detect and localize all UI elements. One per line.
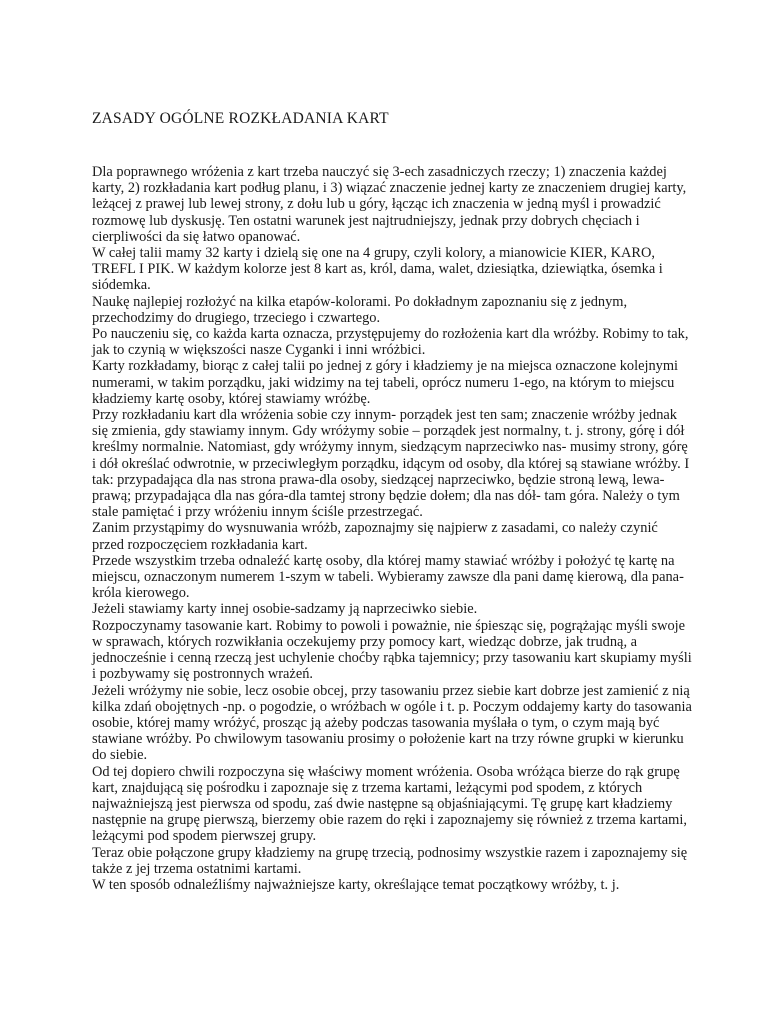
paragraph: Zanim przystąpimy do wysnuwania wróżb, zapoznajmy się najpierw z zasadami, co należy czynić przed rozpoczęciem rozkładania kart. [92, 520, 658, 553]
paragraph: Karty rozkładamy, biorąc z całej talii po jednej z góry i kładziemy je na miejsca oznaczone kolejnymi numerami, w takim porządku, jaki widzimy na tej tabeli, oprócz numeru 1-ego, na którym to miejscu kładziemy kartę osoby, której stawiamy wróżbę. [92, 358, 679, 407]
document-title: ZASADY OGÓLNE ROZKŁADANIA KART [92, 110, 389, 127]
paragraph: Po nauczeniu się, co każda karta oznacza, przystępujemy do rozłożenia kart dla wróżby. Robimy to tak, jak to czynią w większości nasze Cyganki i inni wróżbici. [92, 326, 689, 359]
document-body [92, 164, 692, 893]
paragraph: Jeżeli wróżymy nie sobie, lecz osobie obcej, przy tasowaniu przez siebie kart dobrze jest zamienić z nią kilka zdań obojętnych -np. o pogodzie, o wróżbach w ogóle i t. p. Poczym oddajemy karty do tasowania osobie, której mamy wróżyć, prosząc ją ażeby podczas tasowania myślała o tym, o czym mają być stawiane wróżby. Po chwilowym tasowaniu prosimy o położenie kart na trzy równe grupki w kierunku do siebie. [92, 682, 692, 764]
paragraph: Naukę najlepiej rozłożyć na kilka etapów-kolorami. Po dokładnym zapoznaniu się z jednym, przechodzimy do drugiego, trzeciego i czwartego. [92, 293, 628, 326]
paragraph: Dla poprawnego wróżenia z kart trzeba nauczyć się 3-ech zasadniczych rzeczy; 1) znaczenia każdej karty, 2) rozkładania kart podług planu, i 3) wiązać znaczenie jednej karty ze znaczeniem drugiej karty, leżącej z prawej lub lewej strony, z dołu lub u góry, łącząc ich znaczenia w jedną myśl i prowadzić rozmowę lub dyskusję. Ten ostatni warunek jest najtrudniejszy, jednak przy dobrych chęciach i cierpliwości da się łatwo opanować. [92, 164, 687, 245]
paragraph: Jeżeli stawiamy karty innej osobie-sadzamy ją naprzeciwko siebie. [92, 601, 478, 618]
paragraph: Przy rozkładaniu kart dla wróżenia sobie czy innym- porządek jest ten sam; znaczenie wróżby jednak się zmienia, gdy stawiamy innym. Gdy wróżymy sobie – porządek jest normalny, t. j. strony, górę i dół kreślmy normalnie. Natomiast, gdy wróżymy innym, siedzącym naprzeciwko nas- musimy strony, górę i dół określać odwrotnie, w przeciwległym porządku, idącym od osoby, dla której są stawiane wróżby. I tak: przypadająca dla nas strona prawa-dla osoby, siedzącej naprzeciwko, będzie stroną lewą, lewa-prawą; przypadająca dla nas góra-dla tamtej strony będzie dołem; dla nas dół- tam góra. Należy o tym stale pamiętać i przy wróżeniu innym ściśle przestrzegać. [92, 407, 690, 521]
paragraph: Od tej dopiero chwili rozpoczyna się właściwy moment wróżenia. Osoba wróżąca bierze do rąk grupę kart, znajdującą się pośrodku i zapoznaje się z trzema kartami, leżącymi pod spodem, z których najważniejszą jest pierwsza od spodu, zaś dwie następne są objaśniającymi. Tę grupę kart kładziemy następnie na grupę pierwszą, bierzemy obie razem do ręki i zapoznajemy się również z trzema kartami, leżącymi pod spodem pierwszej grupy. [92, 763, 687, 845]
paragraph: W ten sposób odnaleźliśmy najważniejsze karty, określające temat początkowy wróżby, t. j. [92, 876, 620, 893]
paragraph: W całej talii mamy 32 karty i dzielą się one na 4 grupy, czyli kolory, a mianowicie KIER, KARO, TREFL I PIK. W każdym kolorze jest 8 kart as, król, dama, walet, dziesiątka, dziewiątka, ósemka i siódemka. [92, 245, 663, 294]
paragraph: Rozpoczynamy tasowanie kart. Robimy to powoli i poważnie, nie śpiesząc się, pogrążając myśli swoje w sprawach, których rozwikłania oczekujemy przy pomocy kart, wiedząc dobrze, jak trudną, a jednocześnie i cenną rzeczą jest uchylenie choćby rąbka tajemnicy; przy tasowaniu kart skupiamy myśli i pozbywamy się postronnych wrażeń. [92, 617, 692, 683]
paragraph: Teraz obie połączone grupy kładziemy na grupę trzecią, podnosimy wszystkie razem i zapoznajemy się także z jej trzema ostatnimi kartami. [92, 844, 688, 877]
paragraph: Przede wszystkim trzeba odnaleźć kartę osoby, dla której mamy stawiać wróżby i położyć tę kartę na miejscu, oznaczonym numerem 1-szym w tabeli. Wybieramy zawsze dla pani damę kierową, dla pana-króla kierowego. [92, 552, 684, 602]
